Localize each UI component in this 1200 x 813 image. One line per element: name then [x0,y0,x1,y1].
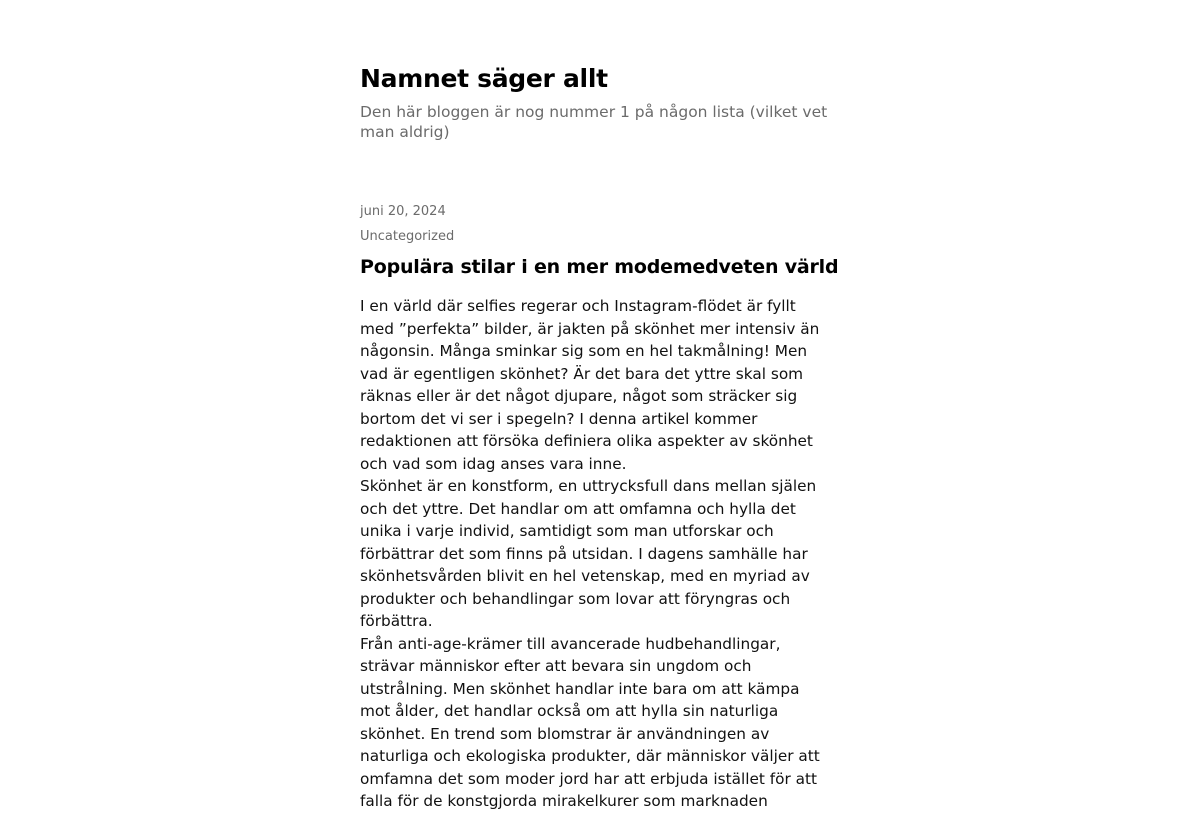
post-content [360,295,830,813]
post-category[interactable]: Uncategorized [360,229,455,244]
site-description: Den här bloggen är nog nummer 1 på någon lista (vilket vet man aldrig) [360,103,828,141]
post-paragraph: Skönhet är en konstform, en uttrycksfull dans mellan själen och det yttre. Det handlar om att omfamna och hylla det unika i varje individ, samtidigt som man utforskar och förbättrar det som finns på utsidan. I dagens samhälle har skönhetsvården blivit en hel vetenskap, med en myriad av produkter och behandlingar som lovar att föryngras och förbättra. [360,477,817,630]
post-paragraph: Från anti-age-krämer till avancerade hudbehandlingar, strävar människor efter att bevara sin ungdom och utstrålning. Men skönhet handlar inte bara om att kämpa mot ålder, det handlar också om att hylla sin naturliga skönhet. En trend som blomstrar är användningen av naturliga och ekologiska produkter, där människor väljer att omfamna det som moder jord har att erbjuda istället för att falla för de konstgjorda mirakelkurer som marknaden [360,634,820,810]
post-date[interactable]: juni 20, 2024 [360,204,446,219]
post-paragraph: I en värld där selfies regerar och Instagram-flödet är fyllt med ”perfekta” bilder, är jakten på skönhet mer intensiv än någonsin. Många sminkar sig som en hel takmålning! Men vad är egentligen skönhet? Är det bara det yttre skal som räknas eller är det något djupare, något som sträcker sig bortom det vi ser i spegeln? I denna artikel kommer redaktionen att försöka definiera olika aspekter av skönhet och vad som idag anses vara inne. [360,297,820,473]
post-title[interactable]: Populära stilar i en mer modemedveten värld [360,256,839,278]
site-title[interactable]: Namnet säger allt [360,64,608,93]
